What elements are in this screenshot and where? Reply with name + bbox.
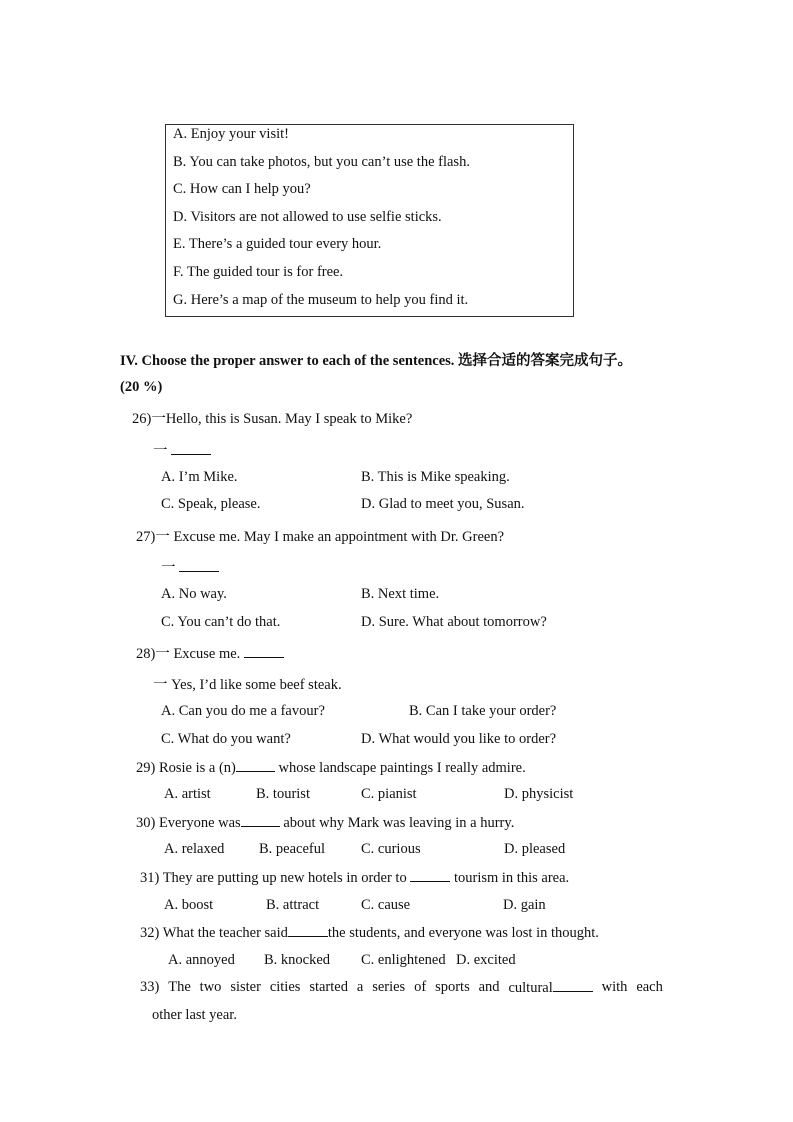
box-option-c: C. How can I help you? xyxy=(173,181,311,197)
q31-option-b: B. attract xyxy=(266,897,320,913)
q32-option-c: C. enlightened xyxy=(361,952,446,968)
box-option-f: F. The guided tour is for free. xyxy=(173,264,344,280)
q32-option-a: A. annoyed xyxy=(168,952,235,968)
q33-word: The xyxy=(168,979,191,995)
q26-option-d: D. Glad to meet you, Susan. xyxy=(361,496,525,512)
q26-option-a: A. I’m Mike. xyxy=(161,469,238,485)
box-option-g: G. Here’s a map of the museum to help you find it. xyxy=(173,292,469,308)
q33-word: 33) xyxy=(140,979,160,995)
box-option-d: D. Visitors are not allowed to use selfie sticks. xyxy=(173,209,442,225)
q33-word: cultural xyxy=(508,979,592,997)
q30-option-c: C. curious xyxy=(361,841,421,857)
q33-word: two xyxy=(199,979,222,995)
q26-option-b: B. This is Mike speaking. xyxy=(361,469,510,485)
q27-stem: 27)一 Excuse me. May I make an appointment with Dr. Green? xyxy=(136,529,505,545)
q29-option-a: A. artist xyxy=(164,786,211,802)
section-heading: IV. Choose the proper answer to each of the sentences. 选择合适的答案完成句子。 xyxy=(120,353,633,369)
q32-option-b: B. knocked xyxy=(264,952,331,968)
q29-option-c: C. pianist xyxy=(361,786,417,802)
q28-option-c: C. What do you want? xyxy=(161,731,291,747)
q33-word: sister xyxy=(230,979,261,995)
q27-option-a: A. No way. xyxy=(161,586,227,602)
q30-stem: 30) Everyone was about why Mark was leaving in a hurry. xyxy=(136,815,515,831)
q32-stem: 32) What the teacher said the students, and everyone was lost in thought. xyxy=(140,925,599,941)
answer-blank xyxy=(171,442,211,455)
q27-reply: 一 xyxy=(161,556,219,577)
q28-option-b: B. Can I take your order? xyxy=(409,703,557,719)
q28-stem: 28)一 Excuse me. xyxy=(136,642,284,663)
q26-stem: 26)一Hello, this is Susan. May I speak to Mike? xyxy=(132,411,413,427)
q33-word: of xyxy=(414,979,427,995)
answer-blank xyxy=(241,814,280,827)
answer-blank xyxy=(553,979,593,992)
q31-stem: 31) They are putting up new hotels in order to tourism in this area. xyxy=(140,870,570,886)
q27-option-b: B. Next time. xyxy=(361,586,440,602)
q26-option-c: C. Speak, please. xyxy=(161,496,261,512)
q27-option-c: C. You can’t do that. xyxy=(161,614,281,630)
box-option-b: B. You can take photos, but you can’t use the flash. xyxy=(173,154,470,170)
q33-stem xyxy=(140,979,663,997)
q33-word: each xyxy=(636,979,663,995)
q33-word: sports xyxy=(435,979,470,995)
q33-stem-line2: other last year. xyxy=(152,1007,237,1023)
q28-reply: 一 Yes, I’d like some beef steak. xyxy=(153,677,342,693)
q33-word: with xyxy=(601,979,628,995)
answer-blank xyxy=(244,645,284,658)
q32-option-d: D. excited xyxy=(456,952,516,968)
q33-word: and xyxy=(478,979,500,995)
q28-option-a: A. Can you do me a favour? xyxy=(161,703,325,719)
q33-word: started xyxy=(309,979,348,995)
q29-option-d: D. physicist xyxy=(504,786,574,802)
q33-word: series xyxy=(372,979,406,995)
q30-option-b: B. peaceful xyxy=(259,841,326,857)
q30-option-a: A. relaxed xyxy=(164,841,225,857)
q31-option-a: A. boost xyxy=(164,897,214,913)
q30-option-d: D. pleased xyxy=(504,841,566,857)
section-score: (20 %) xyxy=(120,379,163,395)
q29-option-b: B. tourist xyxy=(256,786,310,802)
box-option-e: E. There’s a guided tour every hour. xyxy=(173,236,382,252)
answer-blank xyxy=(236,759,275,772)
q33-word: cities xyxy=(269,979,301,995)
answer-blank xyxy=(288,924,328,937)
answer-blank xyxy=(410,869,450,882)
answer-blank xyxy=(179,559,219,572)
q27-option-d: D. Sure. What about tomorrow? xyxy=(361,614,547,630)
q28-option-d: D. What would you like to order? xyxy=(361,731,557,747)
q33-word: a xyxy=(356,979,364,995)
box-option-a: A. Enjoy your visit! xyxy=(173,126,289,142)
q26-reply: 一 xyxy=(153,439,211,460)
q29-stem: 29) Rosie is a (n) whose landscape paintings I really admire. xyxy=(136,760,526,776)
q31-option-d: D. gain xyxy=(503,897,546,913)
q31-option-c: C. cause xyxy=(361,897,411,913)
